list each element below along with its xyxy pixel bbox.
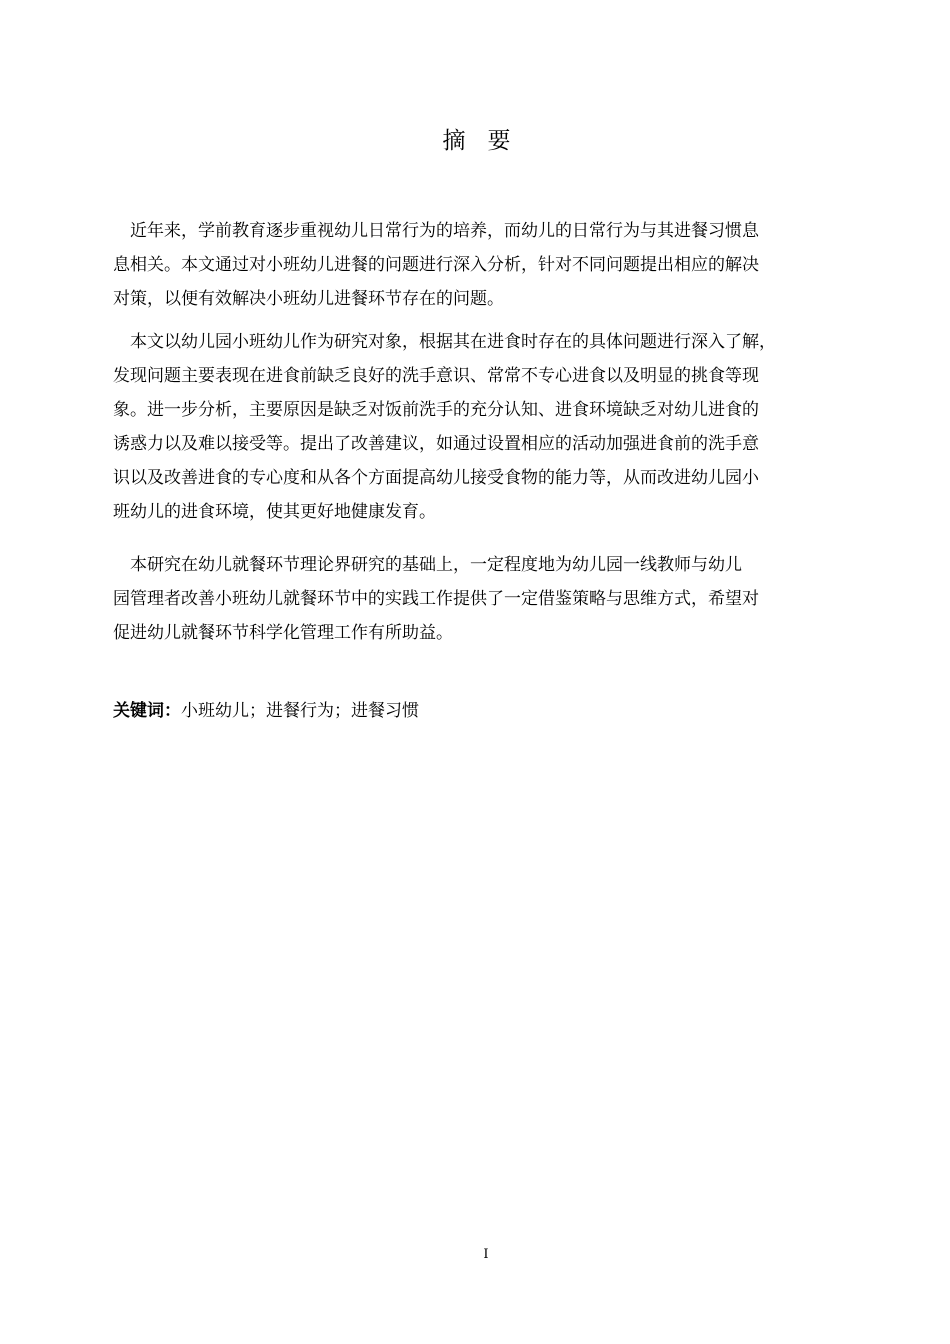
abstract-paragraph-1 bbox=[113, 214, 873, 316]
text-line: 本文以幼儿园小班幼儿作为研究对象，根据其在进食时存在的具体问题进行深入了解， bbox=[113, 332, 776, 352]
page-title: 摘要 bbox=[442, 128, 533, 154]
text-line: 本研究在幼儿就餐环节理论界研究的基础上，一定程度地为幼儿园一线教师与幼儿 bbox=[113, 555, 742, 575]
abstract-paragraph-2 bbox=[113, 325, 873, 529]
text-line: 近年来，学前教育逐步重视幼儿日常行为的培养，而幼儿的日常行为与其进餐习惯息 bbox=[113, 221, 759, 241]
text-line: 园管理者改善小班幼儿就餐环节中的实践工作提供了一定借鉴策略与思维方式，希望对 bbox=[113, 589, 759, 609]
keywords bbox=[113, 694, 419, 728]
keywords-label: 关键词： bbox=[113, 701, 181, 721]
text-line: 识以及改善进食的专心度和从各个方面提高幼儿接受食物的能力等，从而改进幼儿园小 bbox=[113, 468, 759, 488]
page-number: I bbox=[483, 1247, 489, 1262]
text-line: 象。进一步分析，主要原因是缺乏对饭前洗手的充分认知、进食环境缺乏对幼儿进食的 bbox=[113, 400, 759, 420]
keywords-value: 小班幼儿；进餐行为；进餐习惯 bbox=[181, 701, 419, 721]
text-line: 对策，以便有效解决小班幼儿进餐环节存在的问题。 bbox=[113, 289, 504, 309]
text-line: 息相关。本文通过对小班幼儿进餐的问题进行深入分析，针对不同问题提出相应的解决 bbox=[113, 255, 759, 275]
text-line: 班幼儿的进食环境，使其更好地健康发育。 bbox=[113, 502, 436, 522]
abstract-paragraph-3 bbox=[113, 548, 873, 650]
text-line: 诱惑力以及难以接受等。提出了改善建议，如通过设置相应的活动加强进食前的洗手意 bbox=[113, 434, 759, 454]
text-line: 促进幼儿就餐环节科学化管理工作有所助益。 bbox=[113, 623, 453, 643]
text-line: 发现问题主要表现在进食前缺乏良好的洗手意识、常常不专心进食以及明显的挑食等现 bbox=[113, 366, 759, 386]
